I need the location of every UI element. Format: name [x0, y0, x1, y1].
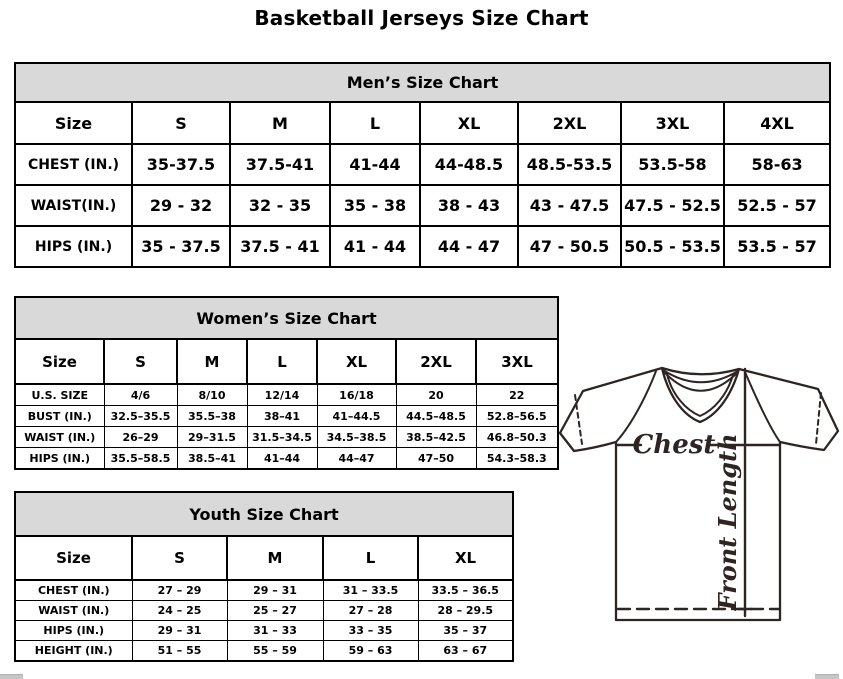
- size-value-cell: 4/6: [104, 384, 177, 406]
- size-value-cell: 41–44.5: [317, 406, 396, 427]
- column-header: S: [132, 102, 230, 144]
- table-row: [15, 185, 830, 226]
- page-title: Basketball Jerseys Size Chart: [254, 6, 589, 30]
- size-value-cell: 35.5–38: [177, 406, 247, 427]
- size-value-cell: 35 - 37.5: [132, 226, 230, 267]
- row-label: HEIGHT (IN.): [15, 641, 132, 662]
- size-value-cell: 27 – 28: [323, 601, 418, 621]
- size-value-cell: 12/14: [247, 384, 317, 406]
- size-value-cell: 41–44: [247, 448, 317, 470]
- table-row: [15, 621, 513, 641]
- size-value-cell: 51 – 55: [132, 641, 227, 662]
- size-value-cell: 44-48.5: [420, 144, 518, 185]
- jersey-measurement-diagram: [555, 352, 843, 652]
- size-value-cell: 29 - 32: [132, 185, 230, 226]
- size-value-cell: 47–50: [396, 448, 476, 470]
- column-header-row: [15, 102, 830, 144]
- size-value-cell: 54.3–58.3: [476, 448, 558, 470]
- column-header: L: [247, 339, 317, 384]
- table-row: [15, 601, 513, 621]
- size-value-cell: 38.5–41: [177, 448, 247, 470]
- size-value-cell: 20: [396, 384, 476, 406]
- size-value-cell: 55 – 59: [227, 641, 323, 662]
- youth-size-chart-table: [14, 491, 514, 662]
- size-value-cell: 31.5–34.5: [247, 427, 317, 448]
- size-value-cell: 53.5-58: [621, 144, 724, 185]
- column-header-row: [15, 339, 558, 384]
- size-value-cell: 50.5 - 53.5: [621, 226, 724, 267]
- size-value-cell: 28 – 29.5: [418, 601, 513, 621]
- size-value-cell: 33.5 – 36.5: [418, 580, 513, 601]
- column-header-row: [15, 536, 513, 580]
- front-length-label: Front Length: [713, 433, 742, 611]
- size-value-cell: 43 - 47.5: [518, 185, 621, 226]
- size-value-cell: 27 – 29: [132, 580, 227, 601]
- table-body: [15, 144, 830, 267]
- size-value-cell: 16/18: [317, 384, 396, 406]
- table-row: [15, 641, 513, 662]
- size-value-cell: 35.5–58.5: [104, 448, 177, 470]
- size-value-cell: 32 - 35: [230, 185, 330, 226]
- size-value-cell: 25 – 27: [227, 601, 323, 621]
- column-header: XL: [418, 536, 513, 580]
- table-row: [15, 144, 830, 185]
- table-title: Men’s Size Chart: [15, 63, 830, 102]
- womens-size-chart-table: [14, 296, 559, 470]
- row-label: WAIST(IN.): [15, 185, 132, 226]
- size-value-cell: 47.5 - 52.5: [621, 185, 724, 226]
- column-header: S: [132, 536, 227, 580]
- size-value-cell: 34.5–38.5: [317, 427, 396, 448]
- table-head: [15, 492, 513, 580]
- column-header: M: [177, 339, 247, 384]
- row-label: HIPS (IN.): [15, 621, 132, 641]
- table-row: [15, 580, 513, 601]
- row-label: HIPS (IN.): [15, 448, 104, 470]
- column-header: L: [330, 102, 420, 144]
- size-value-cell: 35-37.5: [132, 144, 230, 185]
- size-value-cell: 29 – 31: [132, 621, 227, 641]
- size-value-cell: 8/10: [177, 384, 247, 406]
- column-header: Size: [15, 536, 132, 580]
- table-row: [15, 448, 558, 470]
- row-label: WAIST (IN.): [15, 427, 104, 448]
- column-header: Size: [15, 339, 104, 384]
- size-value-cell: 41 - 44: [330, 226, 420, 267]
- column-header: L: [323, 536, 418, 580]
- size-value-cell: 24 – 25: [132, 601, 227, 621]
- table-body: [15, 580, 513, 661]
- size-value-cell: 44.5–48.5: [396, 406, 476, 427]
- size-value-cell: 37.5-41: [230, 144, 330, 185]
- table-row: [15, 427, 558, 448]
- size-value-cell: 46.8–50.3: [476, 427, 558, 448]
- table-title-row: [15, 297, 558, 339]
- column-header: M: [230, 102, 330, 144]
- jersey-outline-shape: [560, 368, 838, 620]
- table-row: [15, 406, 558, 427]
- mens-size-chart-table: [14, 62, 831, 268]
- size-value-cell: 52.8–56.5: [476, 406, 558, 427]
- row-label: HIPS (IN.): [15, 226, 132, 267]
- size-value-cell: 38 - 43: [420, 185, 518, 226]
- column-header: 2XL: [396, 339, 476, 384]
- size-value-cell: 33 – 35: [323, 621, 418, 641]
- row-label: U.S. SIZE: [15, 384, 104, 406]
- size-value-cell: 26–29: [104, 427, 177, 448]
- horizontal-scrollbar-fragment-left[interactable]: [0, 674, 23, 679]
- size-value-cell: 44–47: [317, 448, 396, 470]
- size-value-cell: 29 – 31: [227, 580, 323, 601]
- table-row: [15, 226, 830, 267]
- size-value-cell: 35 – 37: [418, 621, 513, 641]
- size-value-cell: 44 - 47: [420, 226, 518, 267]
- row-label: CHEST (IN.): [15, 580, 132, 601]
- table-title-row: [15, 492, 513, 536]
- size-value-cell: 22: [476, 384, 558, 406]
- row-label: WAIST (IN.): [15, 601, 132, 621]
- size-value-cell: 53.5 - 57: [724, 226, 830, 267]
- size-value-cell: 35 - 38: [330, 185, 420, 226]
- size-value-cell: 29–31.5: [177, 427, 247, 448]
- size-value-cell: 41-44: [330, 144, 420, 185]
- table-row: [15, 384, 558, 406]
- size-value-cell: 37.5 - 41: [230, 226, 330, 267]
- column-header: 3XL: [621, 102, 724, 144]
- size-value-cell: 52.5 - 57: [724, 185, 830, 226]
- column-header: S: [104, 339, 177, 384]
- size-value-cell: 63 – 67: [418, 641, 513, 662]
- size-value-cell: 59 – 63: [323, 641, 418, 662]
- row-label: CHEST (IN.): [15, 144, 132, 185]
- row-label: BUST (IN.): [15, 406, 104, 427]
- size-value-cell: 31 – 33: [227, 621, 323, 641]
- size-value-cell: 32.5–35.5: [104, 406, 177, 427]
- table-title-row: [15, 63, 830, 102]
- size-value-cell: 38.5–42.5: [396, 427, 476, 448]
- column-header: Size: [15, 102, 132, 144]
- column-header: XL: [317, 339, 396, 384]
- column-header: 4XL: [724, 102, 830, 144]
- size-value-cell: 47 - 50.5: [518, 226, 621, 267]
- size-value-cell: 31 – 33.5: [323, 580, 418, 601]
- table-title: Women’s Size Chart: [15, 297, 558, 339]
- column-header: 3XL: [476, 339, 558, 384]
- size-value-cell: 48.5-53.5: [518, 144, 621, 185]
- table-body: [15, 384, 558, 469]
- column-header: 2XL: [518, 102, 621, 144]
- size-value-cell: 38–41: [247, 406, 317, 427]
- chest-label: Chest: [632, 430, 716, 460]
- table-head: [15, 63, 830, 144]
- size-value-cell: 58-63: [724, 144, 830, 185]
- column-header: XL: [420, 102, 518, 144]
- column-header: M: [227, 536, 323, 580]
- horizontal-scrollbar-fragment-right[interactable]: [815, 674, 839, 679]
- table-title: Youth Size Chart: [15, 492, 513, 536]
- table-head: [15, 297, 558, 384]
